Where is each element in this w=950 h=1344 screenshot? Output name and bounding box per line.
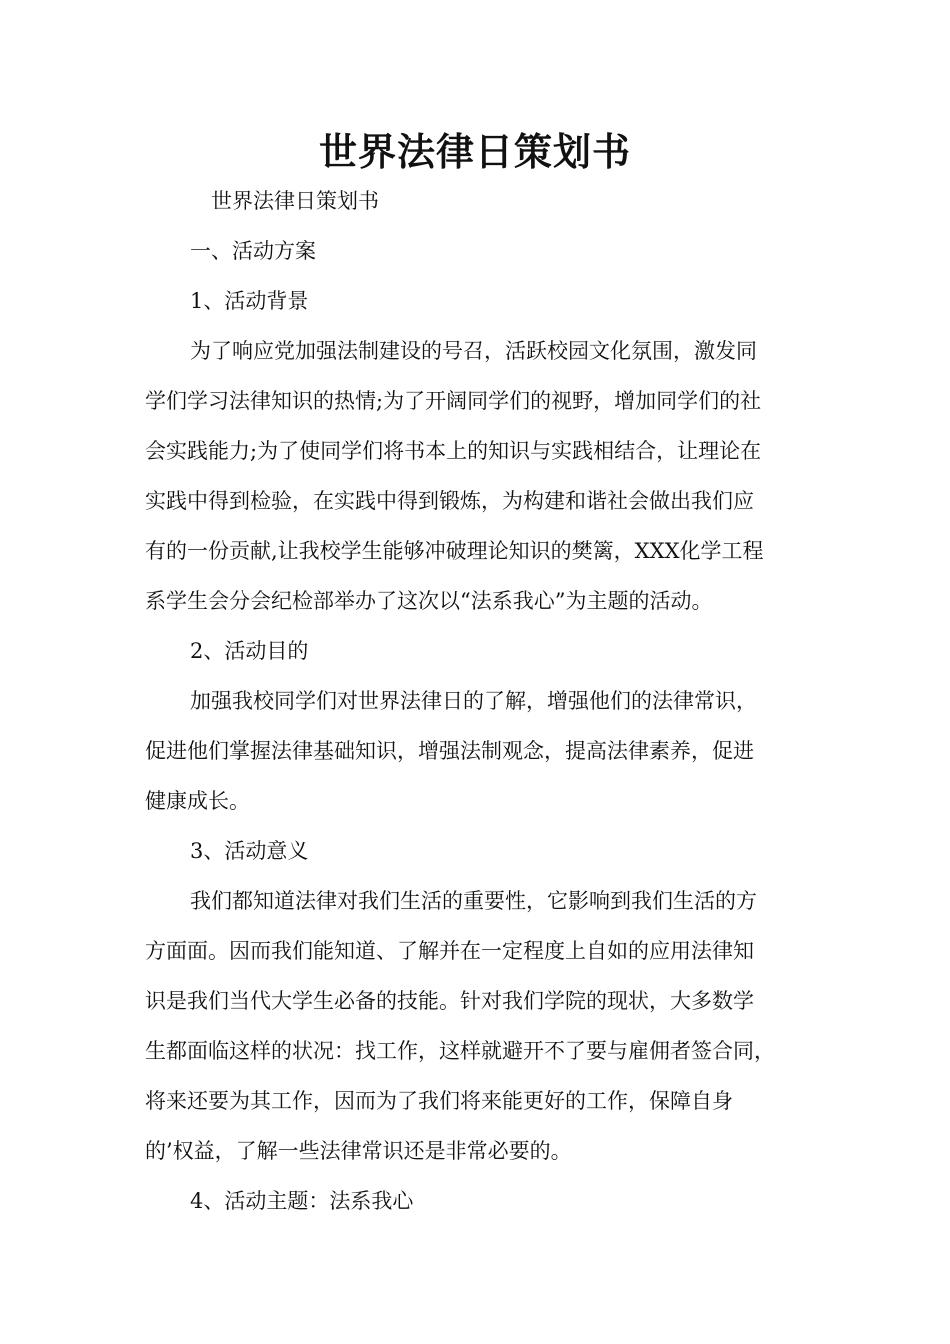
paragraph-line: 加强我校同学们对世界法律日的了解，增强他们的法律常识， <box>190 689 757 713</box>
paragraph-line: 生都面临这样的状况：找工作，这样就避开不了要与雇佣者签合同， <box>145 1039 775 1063</box>
subsection-heading: 2、活动目的 <box>190 639 309 663</box>
paragraph-line: 的’权益，了解一些法律常识还是非常必要的。 <box>145 1139 572 1163</box>
paragraph-line: 学们学习法律知识的热情;为了开阔同学们的视野，增加同学们的社 <box>145 389 762 413</box>
paragraph-line: 为了响应党加强法制建设的号召，活跃校园文化氛围，激发同 <box>190 339 757 363</box>
document-title: 世界法律日策划书 <box>318 130 631 174</box>
paragraph-line: 会实践能力;为了使同学们将书本上的知识与实践相结合，让理论在 <box>145 439 762 463</box>
subsection-heading: 4、活动主题：法系我心 <box>190 1189 414 1213</box>
document-body <box>145 176 810 1226</box>
section-background <box>145 276 810 626</box>
section-theme <box>145 1176 810 1226</box>
subsection-heading: 3、活动意义 <box>190 839 309 863</box>
paragraph-line: 有的一份贡献,让我校学生能够冲破理论知识的樊篱，XXX化学工程 <box>145 539 764 563</box>
paragraph-line: 促进他们掌握法律基础知识，增强法制观念，提高法律素养，促进 <box>145 739 754 763</box>
paragraph-line: 我们都知道法律对我们生活的重要性，它影响到我们生活的方 <box>190 889 757 913</box>
section-purpose <box>145 626 810 826</box>
paragraph-line: 系学生会分会纪检部举办了这次以“法系我心”为主题的活动。 <box>145 589 713 613</box>
section-heading: 一、活动方案 <box>190 239 316 263</box>
paragraph-line: 将来还要为其工作，因而为了我们将来能更好的工作，保障自身 <box>145 1089 733 1113</box>
document-subtitle: 世界法律日策划书 <box>211 189 379 213</box>
subsection-heading: 1、活动背景 <box>190 289 309 313</box>
paragraph-line: 识是我们当代大学生必备的技能。针对我们学院的现状，大多数学 <box>145 989 754 1013</box>
paragraph-line: 实践中得到检验，在实践中得到锻炼，为构建和谐社会做出我们应 <box>145 489 754 513</box>
paragraph-line: 方面面。因而我们能知道、了解并在一定程度上自如的应用法律知 <box>145 939 754 963</box>
section-significance <box>145 826 810 1176</box>
paragraph-line: 健康成长。 <box>145 789 250 813</box>
